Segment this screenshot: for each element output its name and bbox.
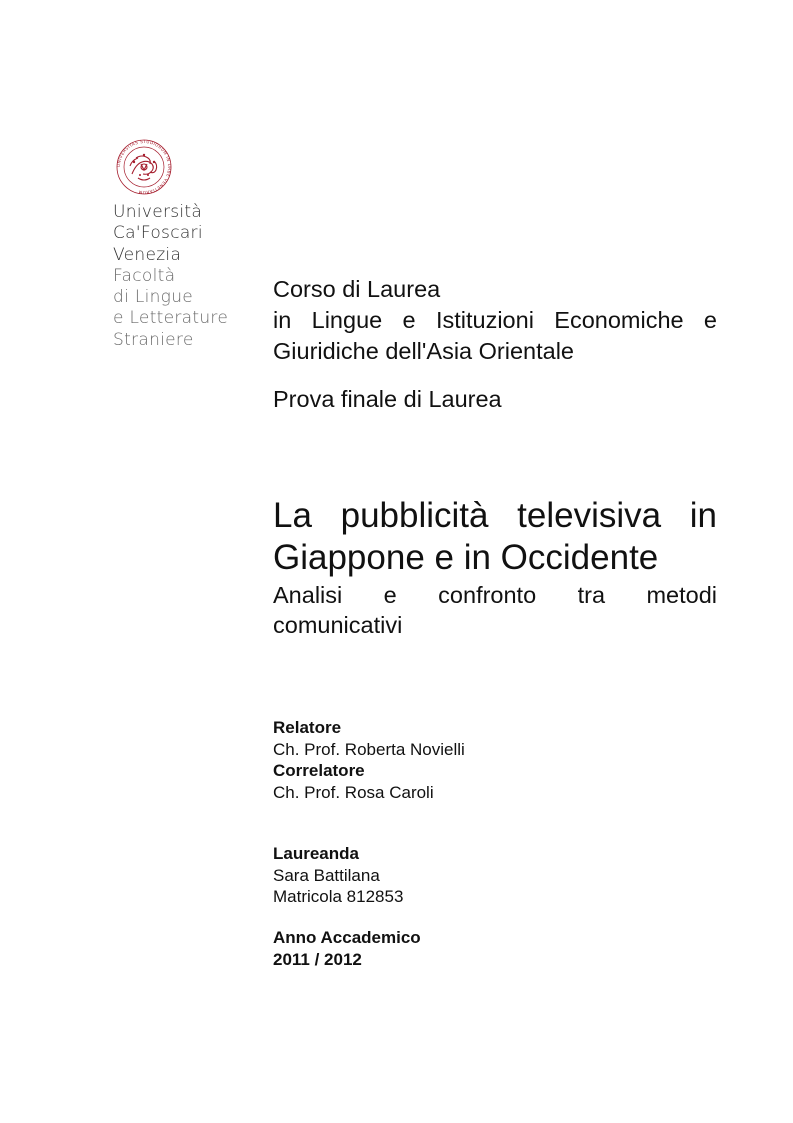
student-name: Sara Battilana [273,865,380,885]
university-seal-icon [110,138,178,196]
thesis-title-line-1: La pubblicità televisiva in [273,496,717,535]
course-line-3: Giuridiche dell'Asia Orientale [273,338,574,364]
thesis-subtitle-line-2: comunicativi [273,612,403,638]
academic-year-block [273,927,717,970]
logo-line-letterature: e Letterature [113,308,229,329]
academic-year-label: Anno Accademico [273,928,421,947]
logo-line-venezia: Venezia [113,244,182,265]
student-matricola: Matricola 812853 [273,887,404,906]
logo-line-straniere: Straniere [113,329,194,350]
svg-text:UNIVERSITAS STUDIORUM IN URBE: UNIVERSITAS STUDIORUM IN URBE VENETIARUM [115,138,173,196]
prova-finale: Prova finale di Laurea [273,386,502,412]
course-line-2: in Lingue e Istituzioni Economiche e [273,307,717,333]
thesis-subtitle [273,580,717,640]
correlatore-label: Correlatore [273,761,365,780]
relatore-label: Relatore [273,718,342,737]
logo-line-cafoscari: Ca'Foscari [113,223,203,244]
logo-line-di-lingue: di Lingue [113,287,194,308]
logo-line-universita: Università [113,202,203,222]
correlatore-name: Ch. Prof. Rosa Caroli [273,782,434,802]
supervisors-block [273,717,717,803]
logo-line-facolta: Facoltà [113,265,176,286]
relatore-name: Ch. Prof. Roberta Novielli [273,739,465,759]
thesis-title-line-2: Giappone e in Occidente [273,538,659,577]
university-logo-text [113,202,263,351]
thesis-subtitle-line-1: Analisi e confronto tra metodi [273,582,717,608]
course-block [273,274,717,367]
laureanda-label: Laureanda [273,844,359,863]
course-line-1: Corso di Laurea [273,276,441,302]
academic-year-value: 2011 / 2012 [273,949,362,969]
student-block [273,843,717,908]
thesis-title [273,495,717,579]
